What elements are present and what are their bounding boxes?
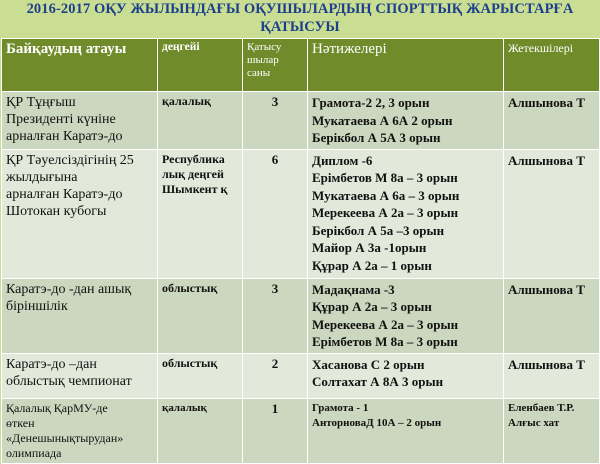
table-row [2, 149, 600, 278]
cell-count: 3 [243, 92, 308, 150]
title-line-2: ҚАТЫСУЫ [260, 19, 340, 35]
cell-results-line: Хасанова С 2 орын [312, 356, 425, 372]
page-title [0, 0, 600, 40]
cell-count: 1 [243, 398, 308, 463]
cell-leaders-line: Алшынова Т [508, 152, 585, 168]
table-row [2, 278, 600, 353]
cell-count: 2 [243, 353, 308, 398]
cell-name-line: Каратэ-до -дан ашық [6, 281, 132, 297]
cell-leaders [504, 278, 600, 353]
cell-name-line: «Денешынықтырудан» [6, 430, 124, 445]
cell-name-line: Каратэ-до –дан [6, 356, 97, 372]
cell-name-line: жылдығына [6, 169, 78, 185]
table-row [2, 398, 600, 463]
cell-name [2, 353, 158, 398]
cell-results-line: Құрар А 2а – 3 орын [312, 299, 432, 314]
cell-count: 3 [243, 278, 308, 353]
cell-name [2, 398, 158, 463]
header-level: деңгейі [158, 39, 243, 92]
title-line-1: 2016-2017 ОҚУ ЖЫЛЫНДАҒЫ ОҚУШЫЛАРДЫҢ СПОРТТЫҚ ЖАРЫСТАРҒА [26, 1, 574, 17]
header-count: Қатысу шылар саны [243, 39, 308, 92]
cell-results-line: Берікбол А 5А 3 орын [312, 130, 441, 145]
cell-leaders-line: Алғыс хат [508, 416, 560, 429]
cell-name-line: облыстық чемпионат [6, 373, 132, 389]
cell-leaders [504, 353, 600, 398]
cell-name-line: Президенті күніне [6, 112, 116, 127]
cell-name-line: өткен [6, 415, 35, 430]
header-row [2, 39, 600, 92]
cell-results [308, 92, 504, 150]
cell-name [2, 149, 158, 278]
cell-results-line: Солтахат А 8А 3 орын [312, 374, 444, 389]
cell-level-line: қалалық [162, 94, 211, 108]
cell-leaders [504, 398, 600, 463]
cell-results [308, 149, 504, 278]
cell-results-line: Диплом -6 [312, 152, 373, 168]
cell-level-line: Республика [162, 151, 225, 166]
competitions-table [1, 38, 600, 464]
cell-count: 6 [243, 149, 308, 278]
cell-results [308, 398, 504, 463]
cell-level-line: қалалық [162, 401, 207, 414]
cell-name-line: арналған Каратэ-до [6, 129, 123, 144]
cell-name [2, 92, 158, 150]
cell-results-line: Ерімбетов М 8а – 3 орын [312, 170, 458, 185]
cell-results-line: Мерекеева А 2а – 3 орын [312, 205, 459, 220]
cell-results-line: Майор А 3а -1орын [312, 240, 427, 255]
cell-level-line: облыстық [162, 355, 218, 370]
cell-results-line: Құрар А 2а – 1 орын [312, 257, 432, 273]
cell-name-line: ҚР Тұңғыш [6, 95, 76, 110]
header-leaders: Жетекшілері [504, 39, 600, 92]
cell-leaders-line: Алшынова Т [508, 95, 585, 110]
cell-results-line: Грамота-2 2, 3 орын [312, 95, 430, 110]
cell-results-line: Берікбол А 5а –3 орын [312, 222, 445, 238]
cell-name-line: біріншілік [6, 298, 68, 314]
cell-leaders-line: Алшынова Т [508, 356, 585, 372]
cell-name-line: Қалалық ҚарМУ-де [6, 400, 108, 415]
cell-results-line: Мерекеева А 2а – 3 орын [312, 316, 459, 332]
cell-results [308, 353, 504, 398]
cell-results-line: Грамота - 1 [312, 401, 369, 414]
cell-results-line: Мукатаева А 6а – 3 орын [312, 187, 460, 203]
header-results: Нәтижелері [308, 39, 504, 92]
cell-leaders-line: Еленбаев Т.Р. [508, 401, 575, 414]
cell-level-line: лық деңгей [162, 166, 224, 181]
table-row [2, 353, 600, 398]
cell-name-line: арналған Каратэ-до [6, 186, 123, 202]
cell-results-line: Мукатаева А 6А 2 орын [312, 112, 453, 128]
cell-level [158, 353, 243, 398]
cell-name-line: ҚР Тәуелсіздігінің 25 [6, 152, 134, 168]
cell-level-line: Шымкент қ [162, 181, 228, 196]
cell-level [158, 149, 243, 278]
cell-name-line: Шотокан кубогы [6, 203, 107, 219]
cell-name [2, 278, 158, 353]
cell-results-line: АнторноваД 10А – 2 орын [312, 416, 442, 429]
cell-leaders [504, 149, 600, 278]
cell-level [158, 398, 243, 463]
cell-results-line: Ерімбетов М 8а – 3 орын [312, 334, 458, 349]
cell-results [308, 278, 504, 353]
cell-leaders [504, 92, 600, 150]
cell-name-line: олимпиада [6, 445, 62, 460]
cell-level-line: облыстық [162, 280, 218, 295]
cell-results-line: Мадақнама -3 [312, 281, 395, 297]
table-row [2, 92, 600, 150]
header-name: Байқаудың атауы [2, 39, 158, 92]
cell-level [158, 92, 243, 150]
cell-leaders-line: Алшынова Т [508, 281, 585, 297]
cell-level [158, 278, 243, 353]
